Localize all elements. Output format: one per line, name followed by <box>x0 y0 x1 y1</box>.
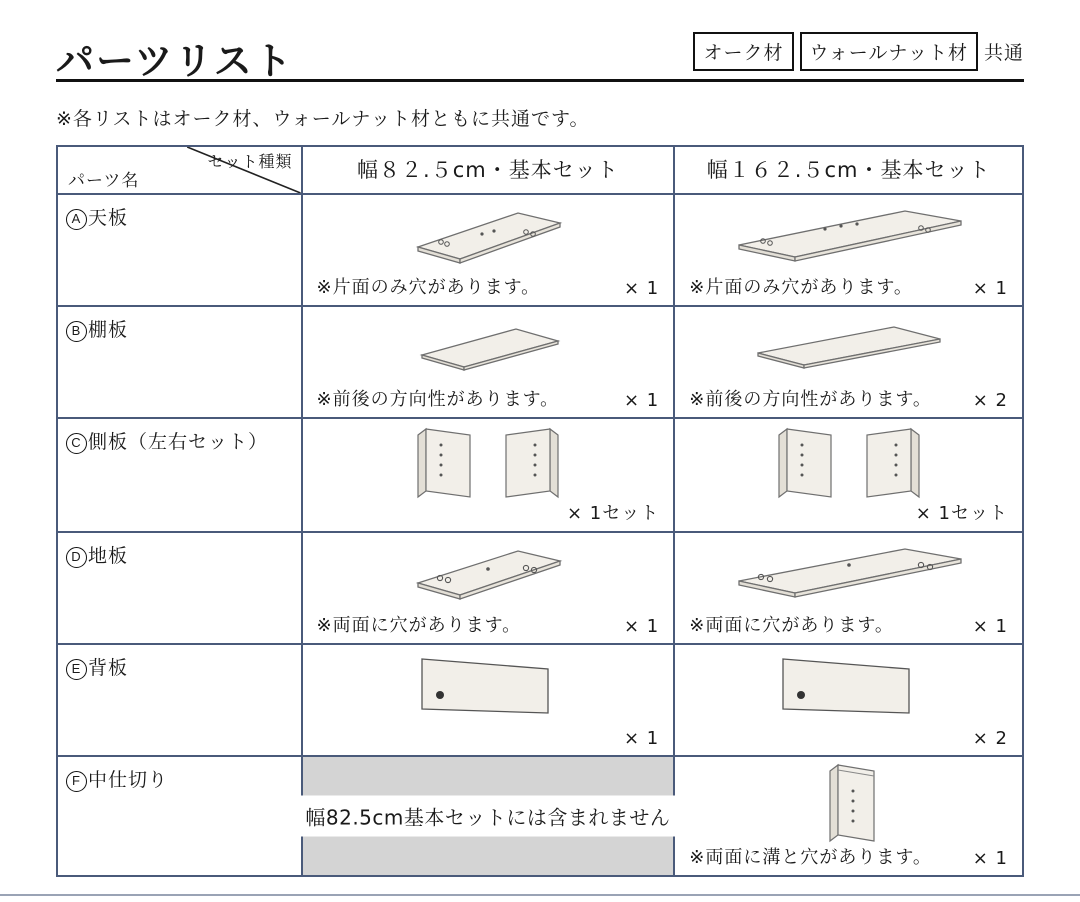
part-mark: C <box>66 433 87 454</box>
cell-note: ※片面のみ穴があります。 <box>689 277 913 298</box>
cell-footer <box>675 385 1022 411</box>
cell-footer <box>303 611 674 637</box>
table-row <box>57 418 1023 532</box>
bottom-board-icon <box>303 533 674 609</box>
table-row <box>57 194 1023 306</box>
part-cell-1625 <box>674 644 1023 756</box>
page-header <box>56 24 1024 82</box>
shelf-board-icon <box>303 307 674 383</box>
material-common-label: 共通 <box>983 42 1024 64</box>
divider-board-icon <box>675 757 1022 845</box>
part-cell-825 <box>302 418 675 532</box>
top-board-icon <box>675 195 1022 271</box>
table-header-row <box>57 146 1023 194</box>
cell-note: ※両面に溝と穴があります。 <box>689 847 932 868</box>
cell-footer <box>675 611 1022 637</box>
cell-note: ※片面のみ穴があります。 <box>316 277 541 298</box>
table-row <box>57 306 1023 418</box>
part-label: 地板 <box>88 545 129 567</box>
part-name-cell <box>57 532 302 644</box>
shelf-board-icon <box>675 307 1022 383</box>
table-row <box>57 756 1023 876</box>
cell-footer <box>303 728 674 749</box>
part-cell-825 <box>302 644 675 756</box>
part-label: 天板 <box>88 207 129 229</box>
part-name-cell <box>57 756 302 876</box>
part-cell-1625 <box>674 306 1023 418</box>
part-cell-825 <box>302 532 675 644</box>
cell-qty: × 1 <box>624 278 660 299</box>
set-type-label: セット種類 <box>207 152 293 171</box>
cell-footer <box>303 499 674 525</box>
table-row <box>57 532 1023 644</box>
cell-footer <box>675 499 1022 525</box>
part-mark: A <box>66 209 87 230</box>
parts-table <box>56 145 1024 877</box>
part-name-cell <box>57 194 302 306</box>
cell-qty: × 2 <box>972 728 1008 749</box>
cell-qty: × 1 <box>972 616 1008 637</box>
cell-qty: × 1セット <box>567 503 660 524</box>
corner-header-cell <box>57 146 302 194</box>
part-mark: F <box>66 771 87 792</box>
cell-note: ※前後の方向性があります。 <box>316 389 560 410</box>
material-tag-walnut: ウォールナット材 <box>800 32 978 71</box>
part-label: 側板（左右セット） <box>88 431 269 453</box>
cell-note: ※両面に穴があります。 <box>689 615 894 636</box>
cell-qty: × 1セット <box>915 503 1008 524</box>
cell-footer <box>303 385 674 411</box>
part-mark: D <box>66 547 87 568</box>
cell-footer <box>675 273 1022 299</box>
part-label: 棚板 <box>88 319 129 341</box>
part-mark: E <box>66 659 87 680</box>
part-label: 背板 <box>88 657 129 679</box>
cell-footer <box>303 273 674 299</box>
part-mark: B <box>66 321 87 342</box>
part-cell-825-excluded <box>302 756 675 876</box>
part-name-cell <box>57 644 302 756</box>
material-tag-oak: オーク材 <box>693 32 793 71</box>
part-cell-825 <box>302 306 675 418</box>
back-board-icon <box>303 645 674 725</box>
part-label: 中仕切り <box>88 769 169 791</box>
cell-qty: × 2 <box>972 390 1008 411</box>
cell-qty: × 1 <box>624 616 660 637</box>
parts-list-page <box>0 24 1080 902</box>
common-note: ※各リストはオーク材、ウォールナット材ともに共通です。 <box>56 108 590 130</box>
part-cell-825 <box>302 194 675 306</box>
table-row <box>57 644 1023 756</box>
part-cell-1625 <box>674 418 1023 532</box>
material-tags <box>693 32 1024 71</box>
cell-footer <box>675 843 1022 869</box>
page-title: パーツリスト <box>56 39 294 83</box>
part-name-cell <box>57 418 302 532</box>
header-divider <box>56 79 1024 82</box>
cell-qty: × 1 <box>972 278 1008 299</box>
back-board-icon <box>675 645 1022 725</box>
column-header-825: 幅８２.５cm・基本セット <box>302 146 675 194</box>
side-board-icon <box>675 419 1022 503</box>
column-header-1625: 幅１６２.５cm・基本セット <box>674 146 1023 194</box>
cell-footer <box>675 728 1022 749</box>
cell-qty: × 1 <box>972 848 1008 869</box>
cell-note: ※前後の方向性があります。 <box>689 389 932 410</box>
part-name-cell <box>57 306 302 418</box>
part-cell-1625 <box>674 194 1023 306</box>
top-board-icon <box>303 195 674 271</box>
cell-qty: × 1 <box>624 728 660 749</box>
page-bottom-divider <box>0 894 1080 896</box>
excluded-notice: 幅82.5cm基本セットには含まれません <box>295 796 680 837</box>
cell-qty: × 1 <box>624 390 660 411</box>
cell-note: ※両面に穴があります。 <box>316 615 522 636</box>
part-cell-1625 <box>674 532 1023 644</box>
part-cell-1625 <box>674 756 1023 876</box>
bottom-board-icon <box>675 533 1022 609</box>
part-name-label: パーツ名 <box>68 171 140 191</box>
side-board-icon <box>303 419 674 503</box>
